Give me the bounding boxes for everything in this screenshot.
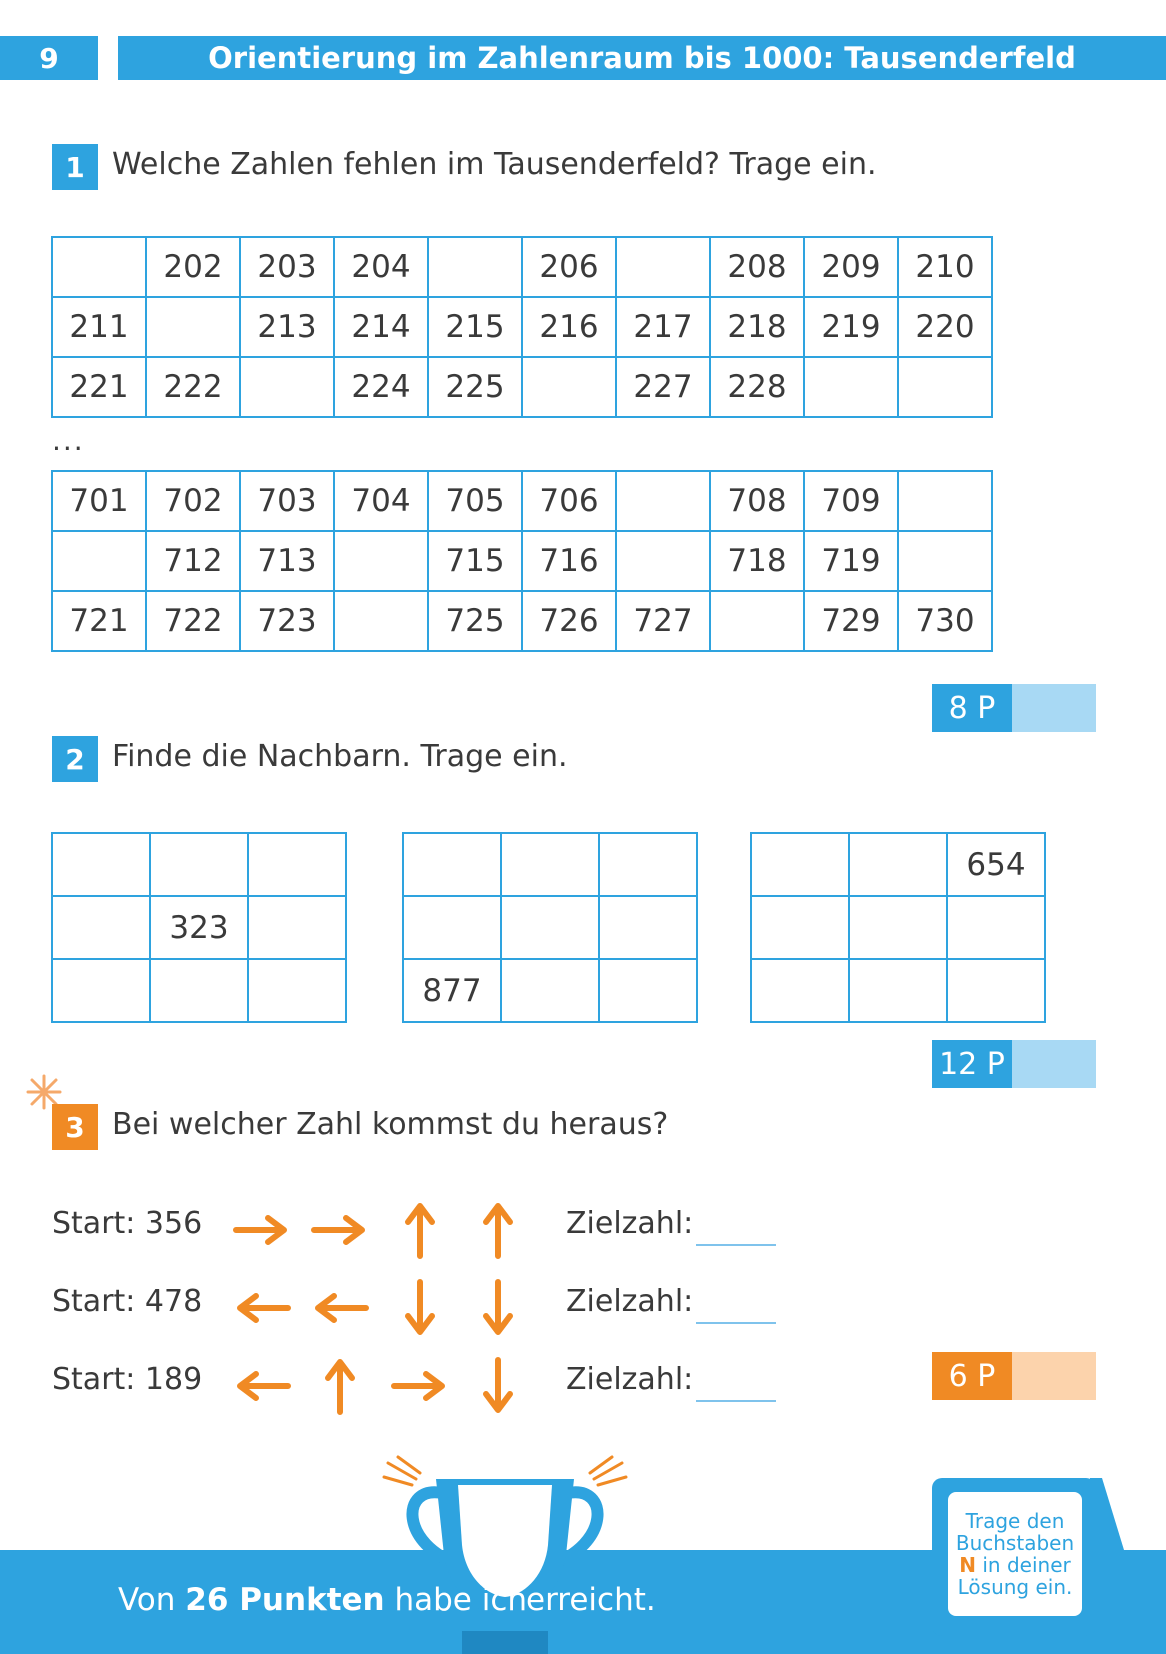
grid-cell-empty[interactable]	[599, 896, 697, 959]
grid-cell: 722	[146, 591, 240, 651]
start-label: Start: 478	[52, 1284, 203, 1319]
grid-cell-empty[interactable]	[146, 297, 240, 357]
grid-cell: 719	[804, 531, 898, 591]
grid-cell: 723	[240, 591, 334, 651]
trophy-label: Punkte	[468, 1546, 542, 1570]
grid-cell: 706	[522, 471, 616, 531]
hint-line: Trage den	[965, 1509, 1065, 1533]
footer-score-sentence-start	[118, 1582, 527, 1618]
down-arrow-icon	[390, 1278, 450, 1338]
left-arrow-icon	[310, 1278, 370, 1338]
left-arrow-icon	[232, 1356, 292, 1416]
grid-cell-empty[interactable]	[947, 896, 1045, 959]
task-2-instruction: Finde die Nachbarn. Trage ein.	[112, 739, 568, 774]
task-2-number: 2	[52, 736, 98, 782]
grid-cell-empty[interactable]	[501, 959, 599, 1022]
right-arrow-icon	[390, 1356, 450, 1416]
grid-cell-empty[interactable]	[751, 833, 849, 896]
grid-cell: 708	[710, 471, 804, 531]
grid-cell: 705	[428, 471, 522, 531]
hint-letter: N	[959, 1553, 977, 1577]
grid-cell-empty[interactable]	[849, 896, 947, 959]
grid-cell-empty[interactable]	[751, 959, 849, 1022]
grid-row	[52, 896, 346, 959]
neighbor-grid-2	[402, 832, 698, 1023]
grid-cell: 713	[240, 531, 334, 591]
grid-cell-empty[interactable]	[52, 896, 150, 959]
points-label: 8 P	[932, 684, 1012, 732]
neighbor-grid-1	[51, 832, 347, 1023]
up-arrow-icon	[310, 1356, 370, 1416]
grid-cell: 701	[52, 471, 146, 531]
grid-cell: 216	[522, 297, 616, 357]
hundred-grid-bottom	[51, 470, 993, 652]
hint-line	[948, 1554, 1082, 1576]
grid-cell-empty[interactable]	[248, 833, 346, 896]
grid-cell: 704	[334, 471, 428, 531]
grid-cell: 726	[522, 591, 616, 651]
grid-row	[52, 357, 992, 417]
down-arrow-icon	[468, 1356, 528, 1416]
footer-prefix: Von	[118, 1582, 186, 1618]
grid-cell: 220	[898, 297, 992, 357]
points-score-field[interactable]	[1012, 1040, 1096, 1088]
task-3-number: 3	[52, 1104, 98, 1150]
target-label: Zielzahl:	[566, 1362, 694, 1397]
grid-cell: 213	[240, 297, 334, 357]
grid-cell: 225	[428, 357, 522, 417]
grid-cell-empty[interactable]	[240, 357, 334, 417]
target-answer-line[interactable]	[696, 1400, 776, 1402]
target-label: Zielzahl:	[566, 1284, 694, 1319]
grid-cell-empty[interactable]	[616, 471, 710, 531]
grid-cell: 730	[898, 591, 992, 651]
grid-cell: 725	[428, 591, 522, 651]
grid-cell-empty[interactable]	[751, 896, 849, 959]
grid-row	[403, 833, 697, 896]
start-label: Start: 356	[52, 1206, 203, 1241]
hint-flag	[1090, 1478, 1124, 1550]
grid-cell: 203	[240, 237, 334, 297]
hint-line: Buchstaben	[955, 1531, 1075, 1555]
grid-cell: 323	[150, 896, 248, 959]
grid-row	[52, 531, 992, 591]
grid-cell: 221	[52, 357, 146, 417]
grid-cell-empty[interactable]	[804, 357, 898, 417]
grid-cell: 729	[804, 591, 898, 651]
grid-row	[52, 591, 992, 651]
grid-cell-empty[interactable]	[522, 357, 616, 417]
grid-cell-empty[interactable]	[898, 531, 992, 591]
points-label: 6 P	[932, 1352, 1012, 1400]
grid-cell-empty[interactable]	[898, 357, 992, 417]
page-number: 9	[0, 36, 98, 80]
down-arrow-icon	[468, 1278, 528, 1338]
grid-cell-empty[interactable]	[150, 833, 248, 896]
grid-cell-empty[interactable]	[710, 591, 804, 651]
task-3-points	[932, 1352, 1096, 1400]
grid-cell-empty[interactable]	[898, 471, 992, 531]
ellipsis: ...	[52, 424, 85, 457]
grid-cell: 224	[334, 357, 428, 417]
grid-cell: 654	[947, 833, 1045, 896]
task-2-points	[932, 1040, 1096, 1088]
grid-cell: 715	[428, 531, 522, 591]
grid-cell: 211	[52, 297, 146, 357]
grid-cell: 716	[522, 531, 616, 591]
grid-cell-empty[interactable]	[334, 591, 428, 651]
right-arrow-icon	[310, 1200, 370, 1260]
grid-row	[52, 237, 992, 297]
up-arrow-icon	[468, 1200, 528, 1260]
grid-cell: 222	[146, 357, 240, 417]
target-answer-line[interactable]	[696, 1244, 776, 1246]
grid-cell: 709	[804, 471, 898, 531]
grid-cell: 718	[710, 531, 804, 591]
task-1-instruction: Welche Zahlen fehlen im Tausenderfeld? Trage ein.	[112, 147, 877, 182]
grid-cell-empty[interactable]	[616, 531, 710, 591]
grid-cell: 214	[334, 297, 428, 357]
grid-row	[403, 959, 697, 1022]
grid-cell: 215	[428, 297, 522, 357]
grid-row	[751, 833, 1045, 896]
grid-cell: 202	[146, 237, 240, 297]
target-answer-line[interactable]	[696, 1322, 776, 1324]
grid-cell-empty[interactable]	[616, 237, 710, 297]
points-label: 12 P	[932, 1040, 1012, 1088]
grid-cell: 206	[522, 237, 616, 297]
grid-cell: 210	[898, 237, 992, 297]
grid-cell-empty[interactable]	[403, 896, 501, 959]
grid-cell-empty[interactable]	[403, 833, 501, 896]
grid-cell-empty[interactable]	[599, 833, 697, 896]
grid-cell-empty[interactable]	[248, 959, 346, 1022]
grid-cell-empty[interactable]	[52, 237, 146, 297]
grid-row	[52, 833, 346, 896]
footer-total-points: 26 Punkten	[185, 1582, 385, 1618]
grid-cell: 204	[334, 237, 428, 297]
grid-row	[52, 471, 992, 531]
target-label: Zielzahl:	[566, 1206, 694, 1241]
up-arrow-icon	[390, 1200, 450, 1260]
grid-row	[52, 297, 992, 357]
grid-cell: 217	[616, 297, 710, 357]
page-title: Orientierung im Zahlenraum bis 1000: Tausenderfeld	[118, 36, 1166, 80]
grid-cell: 877	[403, 959, 501, 1022]
left-arrow-icon	[232, 1278, 292, 1338]
start-label: Start: 189	[52, 1362, 203, 1397]
grid-cell-empty[interactable]	[501, 833, 599, 896]
grid-cell-empty[interactable]	[52, 833, 150, 896]
task-3-instruction: Bei welcher Zahl kommst du heraus?	[112, 1107, 669, 1142]
grid-cell-empty[interactable]	[248, 896, 346, 959]
hint-text	[948, 1492, 1082, 1616]
grid-cell-empty[interactable]	[334, 531, 428, 591]
grid-cell-empty[interactable]	[501, 896, 599, 959]
grid-cell: 721	[52, 591, 146, 651]
grid-cell: 209	[804, 237, 898, 297]
points-score-field[interactable]	[1012, 684, 1096, 732]
grid-cell-empty[interactable]	[947, 959, 1045, 1022]
grid-cell-empty[interactable]	[52, 531, 146, 591]
footer-middle: habe ich	[384, 1582, 528, 1618]
task-1-number: 1	[52, 144, 98, 190]
neighbor-grid-3	[750, 832, 1046, 1023]
grid-cell: 219	[804, 297, 898, 357]
grid-cell-empty[interactable]	[849, 833, 947, 896]
grid-row	[751, 896, 1045, 959]
grid-cell-empty[interactable]	[52, 959, 150, 1022]
grid-cell: 712	[146, 531, 240, 591]
grid-row	[403, 896, 697, 959]
grid-cell-empty[interactable]	[428, 237, 522, 297]
grid-cell-empty[interactable]	[599, 959, 697, 1022]
grid-cell: 218	[710, 297, 804, 357]
hundred-grid-top	[51, 236, 993, 418]
grid-cell: 703	[240, 471, 334, 531]
grid-cell: 727	[616, 591, 710, 651]
task-1-points	[932, 684, 1096, 732]
grid-cell: 208	[710, 237, 804, 297]
grid-row	[751, 959, 1045, 1022]
grid-cell-empty[interactable]	[849, 959, 947, 1022]
right-arrow-icon	[232, 1200, 292, 1260]
points-score-field[interactable]	[1012, 1352, 1096, 1400]
grid-cell: 702	[146, 471, 240, 531]
grid-row	[52, 959, 346, 1022]
hint-line-rest: in deiner	[976, 1553, 1071, 1577]
hint-line: Lösung ein.	[957, 1575, 1073, 1599]
grid-cell: 227	[616, 357, 710, 417]
footer-score-sentence-end: erreicht.	[526, 1582, 656, 1618]
grid-cell-empty[interactable]	[150, 959, 248, 1022]
grid-cell: 228	[710, 357, 804, 417]
